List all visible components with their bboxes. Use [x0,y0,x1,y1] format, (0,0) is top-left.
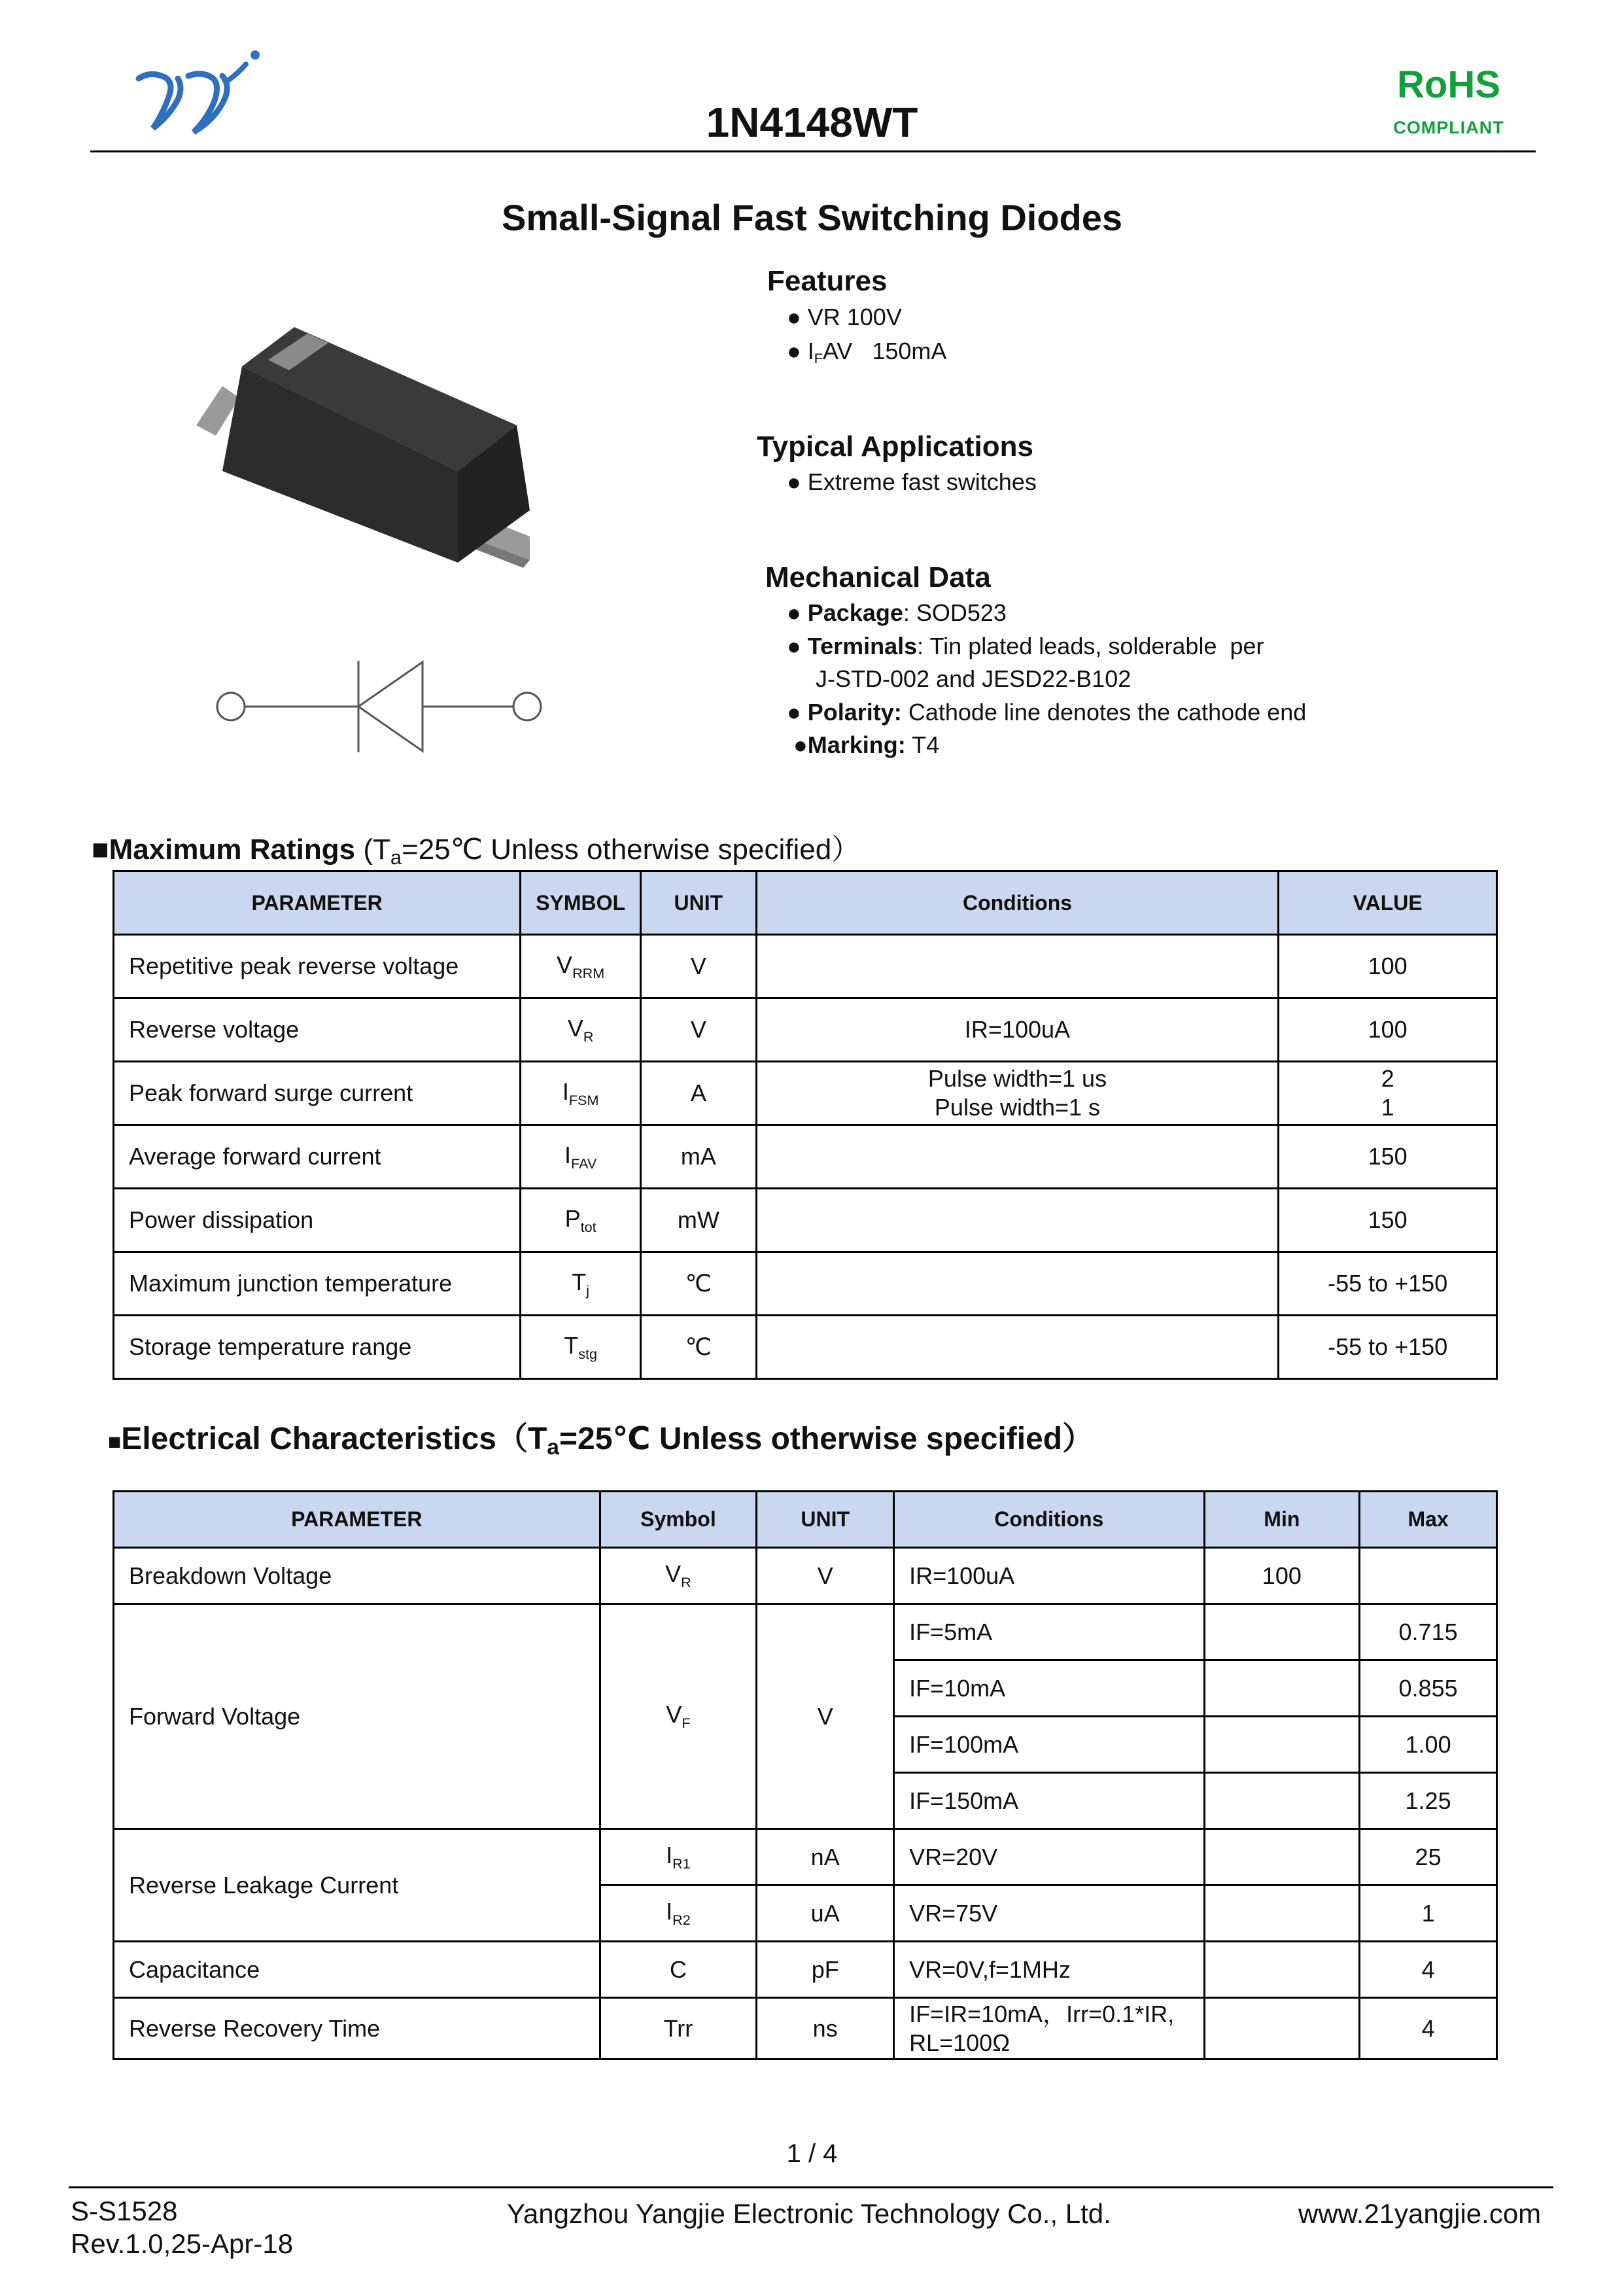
symbol-cell: $I_{FAV}$ [521,1125,641,1189]
mech-item-package: ● Package: SOD523 [787,599,1007,626]
company-name: Yangzhou Yangjie Electronic Technology Co., Ltd. [507,2198,1111,2229]
footer-rule [69,2186,1553,2188]
max-cell: 0.855 [1360,1660,1497,1717]
revision: Rev.1.0,25-Apr-18 [71,2228,294,2259]
table-row [114,1189,1497,1252]
part-number: 1N4148WT [706,99,918,146]
table-row [114,1125,1497,1189]
mech-item-marking: ●Marking: T4 [793,731,940,758]
header-rule [90,150,1536,152]
table-row [114,1829,1497,1885]
param-cell: Power dissipation [114,1189,521,1252]
conditions-cell [756,935,1279,998]
symbol-cell: $V_F$ [600,1604,757,1829]
col-header: UNIT [757,1492,894,1548]
symbol-cell: $P_{tot}$ [521,1189,641,1252]
unit-cell: ℃ [641,1316,757,1379]
conditions-cell [756,1189,1279,1252]
col-header: Max [1360,1492,1497,1548]
max-ratings-table [112,870,1498,1380]
param-cell: Reverse Leakage Current [114,1829,600,1942]
table-header-row [114,871,1497,935]
table-row [114,1998,1497,2059]
electrical-characteristics-table [112,1490,1498,2060]
symbol-cell: $V_R$ [521,998,641,1062]
conditions-cell: IF=IR=10mA，Irr=0.1*IR, RL=100Ω [894,1998,1204,2059]
col-header: Symbol [600,1492,757,1548]
param-cell: Peak forward surge current [114,1062,521,1125]
param-cell: Breakdown Voltage [114,1548,600,1604]
document-number: S-S1528 [71,2196,178,2226]
min-cell [1204,1773,1360,1829]
param-cell: Reverse voltage [114,998,521,1062]
min-cell [1204,1604,1360,1660]
param-cell: Repetitive peak reverse voltage [114,935,521,998]
feature-item-ifav: ● $I_FAV$ 150mA [787,338,947,366]
table-row [114,998,1497,1062]
table-header-row [114,1492,1497,1548]
param-cell: Storage temperature range [114,1316,521,1379]
value-cell: 150 [1279,1125,1497,1189]
symbol-cell: $V_{RRM}$ [521,935,641,998]
min-cell [1204,1660,1360,1717]
application-item: ● Extreme fast switches [787,468,1037,495]
value-cell: 100 [1279,998,1497,1062]
conditions-cell: IR=100uA [756,998,1279,1062]
page-number: 1 / 4 [786,2139,838,2168]
website-link[interactable]: www.21yangjie.com [1298,2198,1542,2229]
applications-heading: Typical Applications [757,430,1033,463]
symbol-cell: $T_{stg}$ [521,1316,641,1379]
max-cell: 25 [1360,1829,1497,1885]
value-cell: 2 1 [1279,1062,1497,1125]
min-cell [1204,1998,1360,2059]
value-cell: 150 [1279,1189,1497,1252]
param-cell: Capacitance [114,1942,600,1998]
conditions-cell: IF=150mA [894,1773,1204,1829]
min-cell [1204,1829,1360,1885]
conditions-cell [756,1125,1279,1189]
table-row [114,1316,1497,1379]
col-header: PARAMETER [114,1492,600,1548]
conditions-cell: VR=0V,f=1MHz [894,1942,1204,1998]
max-cell: 1.25 [1360,1773,1497,1829]
sod523-package-image [177,314,556,595]
min-cell [1204,1885,1360,1942]
conditions-cell [756,1252,1279,1316]
unit-cell: ns [757,1998,894,2059]
max-cell: 4 [1360,1942,1497,1998]
rohs-badge: RoHS [1397,63,1500,106]
symbol-cell: $I_{R1}$ [600,1829,757,1885]
table-row [114,935,1497,998]
diode-symbol [209,648,549,765]
col-header: SYMBOL [521,871,641,935]
col-header: PARAMETER [114,871,521,935]
mech-item-terminals-cont: J-STD-002 and JESD22-B102 [816,665,1132,692]
unit-cell: nA [757,1829,894,1885]
mechanical-heading: Mechanical Data [765,561,991,593]
table-row [114,1942,1497,1998]
unit-cell: pF [757,1942,894,1998]
unit-cell: A [641,1062,757,1125]
unit-cell: V [757,1548,894,1604]
conditions-cell: IF=100mA [894,1717,1204,1773]
table-row [114,1604,1497,1660]
unit-cell: V [757,1604,894,1829]
min-cell: 100 [1204,1548,1360,1604]
param-cell: Average forward current [114,1125,521,1189]
max-cell: 4 [1360,1998,1497,2059]
document-title: Small-Signal Fast Switching Diodes [501,197,1123,238]
max-ratings-heading: ■Maximum Ratings ($T_a=25℃$ Unless otherwise specified） [92,833,861,869]
value-cell: -55 to +150 [1279,1252,1497,1316]
conditions-cell: Pulse width=1 us Pulse width=1 s [756,1062,1279,1125]
electrical-characteristics-heading: ■Electrical $Characteristics(T_a=25℃$ Unless otherwise specified） [108,1422,1094,1460]
col-header: Min [1204,1492,1360,1548]
max-cell: 1 [1360,1885,1497,1942]
col-header: Conditions [756,871,1279,935]
max-cell [1360,1548,1497,1604]
conditions-cell: VR=20V [894,1829,1204,1885]
unit-cell: mA [641,1125,757,1189]
conditions-cell: IR=100uA [894,1548,1204,1604]
mech-item-terminals: ● Terminals: Tin plated leads, solderable per [787,633,1264,659]
table-row [114,1062,1497,1125]
unit-cell: V [641,998,757,1062]
param-cell: Maximum junction temperature [114,1252,521,1316]
symbol-cell: $V_R$ [600,1548,757,1604]
min-cell [1204,1942,1360,1998]
symbol-cell: C [600,1942,757,1998]
conditions-cell: VR=75V [894,1885,1204,1942]
symbol-cell: Trr [600,1998,757,2059]
param-cell: Forward Voltage [114,1604,600,1829]
feature-item-vr: ● VR 100V [787,304,902,330]
table-row [114,1252,1497,1316]
unit-cell: mW [641,1189,757,1252]
unit-cell: uA [757,1885,894,1942]
symbol-cell: $T_j$ [521,1252,641,1316]
rohs-compliant-label: COMPLIANT [1393,118,1504,137]
col-header: VALUE [1279,871,1497,935]
symbol-cell: $I_{R2}$ [600,1885,757,1942]
max-cell: 1.00 [1360,1717,1497,1773]
value-cell: -55 to +150 [1279,1316,1497,1379]
conditions-cell: IF=10mA [894,1660,1204,1717]
mech-item-polarity: ● Polarity: Cathode line denotes the cathode end [787,699,1307,726]
table-row [114,1548,1497,1604]
param-cell: Reverse Recovery Time [114,1998,600,2059]
symbol-cell: $I_{FSM}$ [521,1062,641,1125]
unit-cell: V [641,935,757,998]
conditions-cell [756,1316,1279,1379]
col-header: UNIT [641,871,757,935]
conditions-cell: IF=5mA [894,1604,1204,1660]
col-header: Conditions [894,1492,1204,1548]
max-cell: 0.715 [1360,1604,1497,1660]
features-heading: Features [767,265,888,297]
value-cell: 100 [1279,935,1497,998]
min-cell [1204,1717,1360,1773]
unit-cell: ℃ [641,1252,757,1316]
